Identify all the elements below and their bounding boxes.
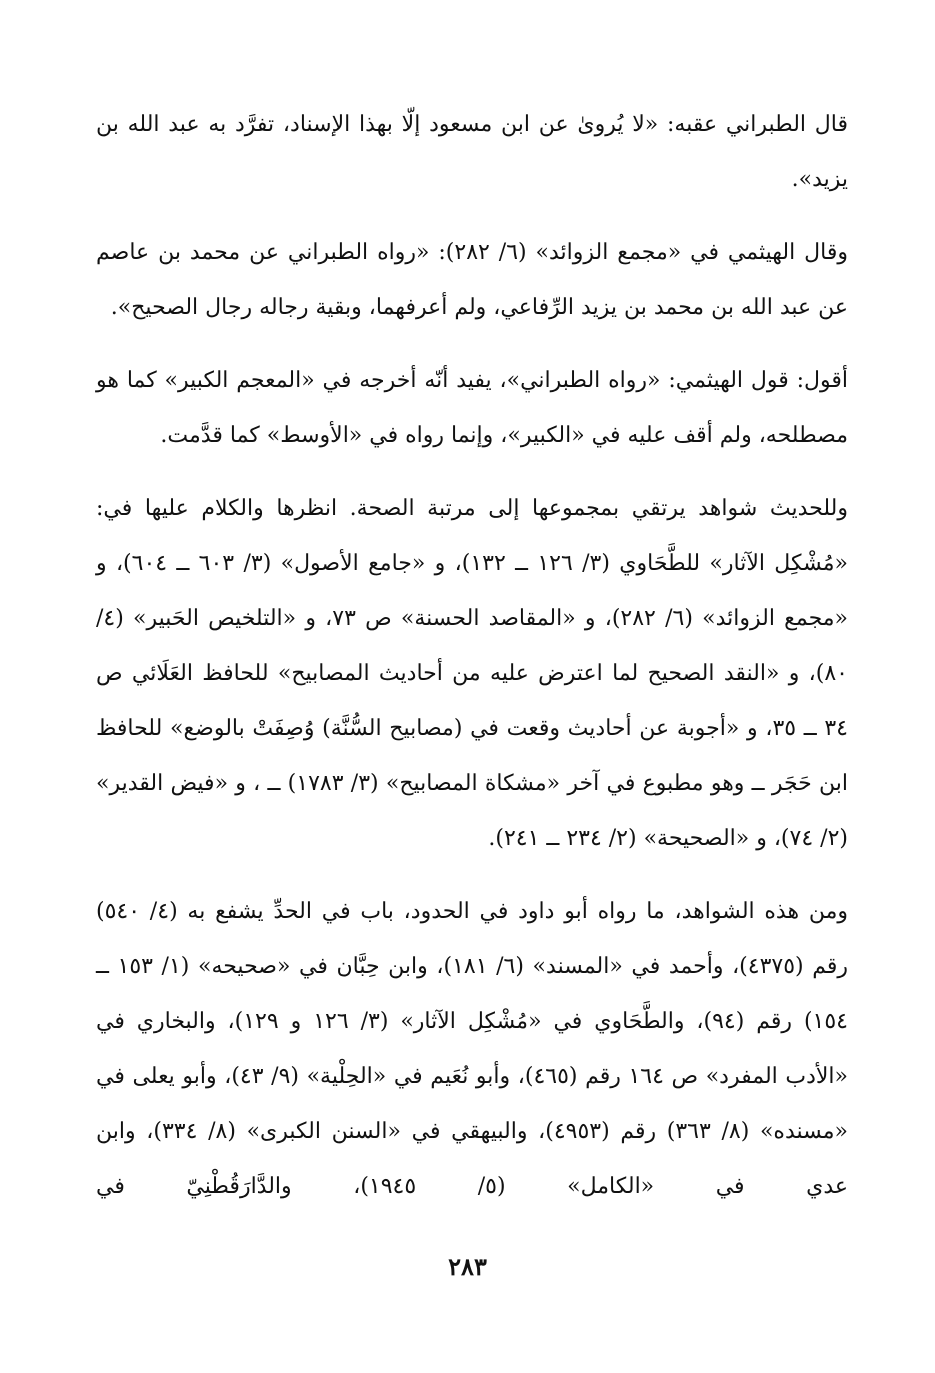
page-body bbox=[96, 97, 848, 1232]
paragraph-tabarani-comment: قال الطبراني عقبه: «لا يُروىٰ عن ابن مسعود إلّا بهذا الإسناد، تفرَّد به عبد الله بن يزيد». bbox=[96, 112, 848, 192]
page-number: ٢٨٣ bbox=[448, 1252, 487, 1281]
paragraph-supporting-narrations: وللحديث شواهد يرتقي بمجموعها إلى مرتبة الصحة. انظرها والكلام عليها في: «مُشْكِل الآثار» للطَّحَاوي (٣/ ١٢٦ ــ ١٣٢)، و «جامع الأصول» (٣/ ٦٠٣ ــ ٦٠٤)، و «مجمع الزوائد» (٦/ ٢٨٢)، و «المقاصد الحسنة» ص ٧٣، و «التلخيص الحَبير» (٤/ ٨٠)، و «النقد الصحيح لما اعترض عليه من أحاديث المصابيح» للحافظ العَلَائي ص ٣٤ ــ ٣٥، و «أجوبة عن أحاديث وقعت في (مصابيح السُّنَّة) وُصِفَتْ بالوضع» للحافظ ابن حَجَر ــ وهو مطبوع في آخر «مشكاة المصابيح» (٣/ ١٧٨٣) ــ ، و «فيض القدير» (٢/ ٧٤)، و «الصحيحة» (٢/ ٢٣٤ ــ ٢٤١). bbox=[96, 496, 849, 851]
paragraph-haythami-quote: وقال الهيثمي في «مجمع الزوائد» (٦/ ٢٨٢): «رواه الطبراني عن محمد بن عاصم عن عبد الله بن محمد بن يزيد الرِّفاعي، ولم أعرفهما، وبقية رجاله رجال الصحيح». bbox=[96, 240, 848, 320]
paragraph-author-remark: أقول: قول الهيثمي: «رواه الطبراني»، يفيد أنّه أخرجه في «المعجم الكبير» كما هو مصطلحه، ولم أقف عليه في «الكبير»، وإنما رواه في «الأوسط» كما قدَّمت. bbox=[96, 368, 848, 448]
paragraph-narration-sources: ومن هذه الشواهد، ما رواه أبو داود في الحدود، باب في الحدِّ يشفع به (٤/ ٥٤٠) رقم (٤٣٧٥)، وأحمد في «المسند» (٦/ ١٨١)، وابن حِبَّان في «صحيحه» (١/ ١٥٣ ــ ١٥٤) رقم (٩٤)، والطَّحَاوي في «مُشْكِل الآثار» (٣/ ١٢٦ و ١٢٩)، والبخاري في «الأدب المفرد» ص ١٦٤ رقم (٤٦٥)، وأبو نُعَيم في «الحِلْية» (٩/ ٤٣)، وأبو يعلى في «مسنده» (٨/ ٣٦٣) رقم (٤٩٥٣)، والبيهقي في «السنن الكبرى» (٨/ ٣٣٤)، وابن عدي في «الكامل» (٥/ ١٩٤٥)، والدَّارَقُطْنِيّ في bbox=[96, 899, 849, 1199]
